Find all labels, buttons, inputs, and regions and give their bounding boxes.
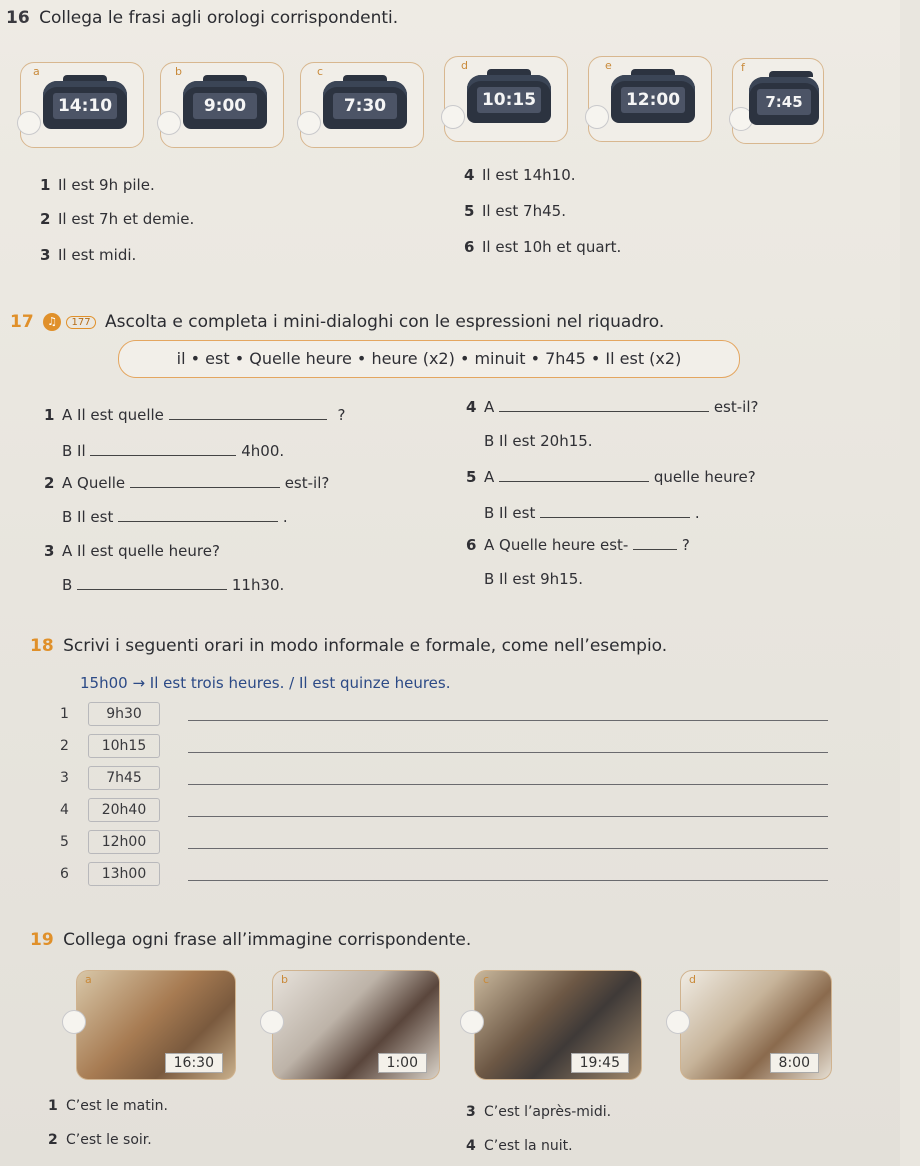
answer-line[interactable] — [188, 880, 828, 881]
dialogue-4-b: B Il est 20h15. — [484, 432, 593, 450]
audio-track-badge[interactable]: 177 — [66, 316, 95, 329]
answer-circle[interactable] — [260, 1010, 284, 1034]
photo-time: 1:00 — [378, 1053, 427, 1073]
ex16-sentence-1: 1 Il est 9h pile. — [40, 176, 155, 194]
dialogue-2-b: B Il est . — [62, 508, 288, 526]
alarm-clock-icon — [323, 81, 407, 129]
alarm-clock-icon — [749, 77, 819, 125]
ex19-sentence-1: 1 C’est le matin. — [48, 1098, 168, 1114]
clock-time: 10:15 — [477, 87, 541, 113]
headphones-icon: ♫ — [43, 313, 61, 331]
photo-b-sleeping: b 1:00 — [272, 970, 440, 1080]
blank-field[interactable] — [499, 411, 709, 412]
answer-circle[interactable] — [441, 105, 465, 129]
blank-field[interactable] — [90, 455, 236, 456]
clock-card-c: c 7:30 — [300, 62, 424, 148]
photo-time: 16:30 — [165, 1053, 223, 1073]
answer-circle[interactable] — [17, 111, 41, 135]
dialogue-5-a: 5 A quelle heure? — [466, 468, 756, 486]
ex16-sentence-6: 6 Il est 10h et quart. — [464, 238, 622, 256]
answer-circle[interactable] — [62, 1010, 86, 1034]
time-box: 10h15 — [88, 734, 160, 758]
ex19-sentence-3: 3 C’est l’après-midi. — [466, 1104, 612, 1120]
ex16-sentence-3: 3 Il est midi. — [40, 246, 137, 264]
clock-time: 7:45 — [757, 89, 811, 115]
ex19-sentence-4: 4 C’est la nuit. — [466, 1138, 573, 1154]
exercise-16-title: 16 Collega le frasi agli orologi corrispondenti. — [6, 8, 399, 28]
ex18-example: 15h00 → Il est trois heures. / Il est quinze heures. — [80, 674, 451, 692]
alarm-clock-icon — [611, 75, 695, 123]
exercise-18-title: 18 Scrivi i seguenti orari in modo informale e formale, come nell’esempio. — [30, 636, 668, 656]
clock-time: 7:30 — [333, 93, 397, 119]
answer-line[interactable] — [188, 720, 828, 721]
blank-field[interactable] — [77, 589, 227, 590]
answer-circle[interactable] — [157, 111, 181, 135]
time-box: 13h00 — [88, 862, 160, 886]
time-box: 12h00 — [88, 830, 160, 854]
photo-c-dinner: c 19:45 — [474, 970, 642, 1080]
answer-circle[interactable] — [666, 1010, 690, 1034]
answer-line[interactable] — [188, 848, 828, 849]
answer-line[interactable] — [188, 752, 828, 753]
exercise-17-title: 17 ♫ 177 Ascolta e completa i mini-dialoghi con le espressioni nel riquadro. — [10, 312, 665, 332]
ex16-sentence-2: 2 Il est 7h et demie. — [40, 210, 195, 228]
blank-field[interactable] — [499, 481, 649, 482]
alarm-clock-icon — [43, 81, 127, 129]
blank-field[interactable] — [118, 521, 278, 522]
clock-card-b: b 9:00 — [160, 62, 284, 148]
clock-card-e: e 12:00 — [588, 56, 712, 142]
answer-circle[interactable] — [585, 105, 609, 129]
answer-circle[interactable] — [297, 111, 321, 135]
clock-card-a: a 14:10 — [20, 62, 144, 148]
exercise-19-title: 19 Collega ogni frase all’immagine corrispondente. — [30, 930, 472, 950]
blank-field[interactable] — [633, 549, 677, 550]
dialogue-1-b: B Il 4h00. — [62, 442, 285, 460]
dialogue-6-b: B Il est 9h15. — [484, 570, 584, 588]
ex19-sentence-2: 2 C’est le soir. — [48, 1132, 152, 1148]
dialogue-4-a: 4 A est-il? — [466, 398, 759, 416]
answer-line[interactable] — [188, 816, 828, 817]
ex16-sentence-5: 5 Il est 7h45. — [464, 202, 566, 220]
blank-field[interactable] — [130, 487, 280, 488]
dialogue-1-a: 1 A Il est quelle ? — [44, 406, 346, 424]
time-box: 9h30 — [88, 702, 160, 726]
dialogue-3-b: B 11h30. — [62, 576, 285, 594]
clock-time: 9:00 — [193, 93, 257, 119]
clock-card-f: f 7:45 — [732, 58, 824, 144]
photo-d-breakfast: d 8:00 — [680, 970, 832, 1080]
workbook-page: 16 Collega le frasi agli orologi corrispondenti. a 14:10 b 9:00 c 7:30 d 10:15 e 12:00 f 7:45 1 Il est 9h pile. 2 Il est 7h et demie. 3 Il est midi. 4 Il est 14h10. 5 Il est 7h45. 6 Il est 10h et quart. 17 ♫ 177 Ascolta e completa i mini-dialoghi con le espressioni nel riquadro. il • est • Quelle heure • heure (x2) • minuit • 7h45 • Il est (x2) 1 A Il est quelle ? B Il 4h00. 2 A Quelle est-il? B Il est . 3 A Il est quelle heure? B 11h30. 4 A est-il? B Il est 20h15. 5 A quelle heure? B Il est . 6 A Quelle heure est- ? B Il est 9h15. 18 Scrivi i seguenti orari in modo informale e formale, come nell’esempio. 15h00 → Il est trois heures. / Il est quinze heures. 1 9h30 2 10h15 3 7h45 4 20h40 5 12h00 6 13h00 19 Collega ogni frase all’immagine corrispondente. a 16:30 b 1:00 c 19:45 d 8:00 1 C’est le matin. 2 C’est le soir. 3 C’est l’après-midi. 4 C’est la nuit. — [0, 0, 900, 1166]
photo-time: 8:00 — [770, 1053, 819, 1073]
answer-line[interactable] — [188, 784, 828, 785]
clock-time: 12:00 — [621, 87, 685, 113]
time-box: 20h40 — [88, 798, 160, 822]
dialogue-5-b: B Il est . — [484, 504, 700, 522]
photo-a-family-snack: a 16:30 — [76, 970, 236, 1080]
dialogue-2-a: 2 A Quelle est-il? — [44, 474, 330, 492]
time-box: 7h45 — [88, 766, 160, 790]
word-bank: il • est • Quelle heure • heure (x2) • minuit • 7h45 • Il est (x2) — [118, 340, 740, 378]
dialogue-3-a: 3 A Il est quelle heure? — [44, 542, 220, 560]
alarm-clock-icon — [467, 75, 551, 123]
dialogue-6-a: 6 A Quelle heure est- ? — [466, 536, 690, 554]
blank-field[interactable] — [169, 419, 327, 420]
answer-circle[interactable] — [460, 1010, 484, 1034]
clock-time: 14:10 — [53, 93, 117, 119]
photo-time: 19:45 — [571, 1053, 629, 1073]
ex16-sentence-4: 4 Il est 14h10. — [464, 166, 576, 184]
blank-field[interactable] — [540, 517, 690, 518]
alarm-clock-icon — [183, 81, 267, 129]
clock-card-d: d 10:15 — [444, 56, 568, 142]
